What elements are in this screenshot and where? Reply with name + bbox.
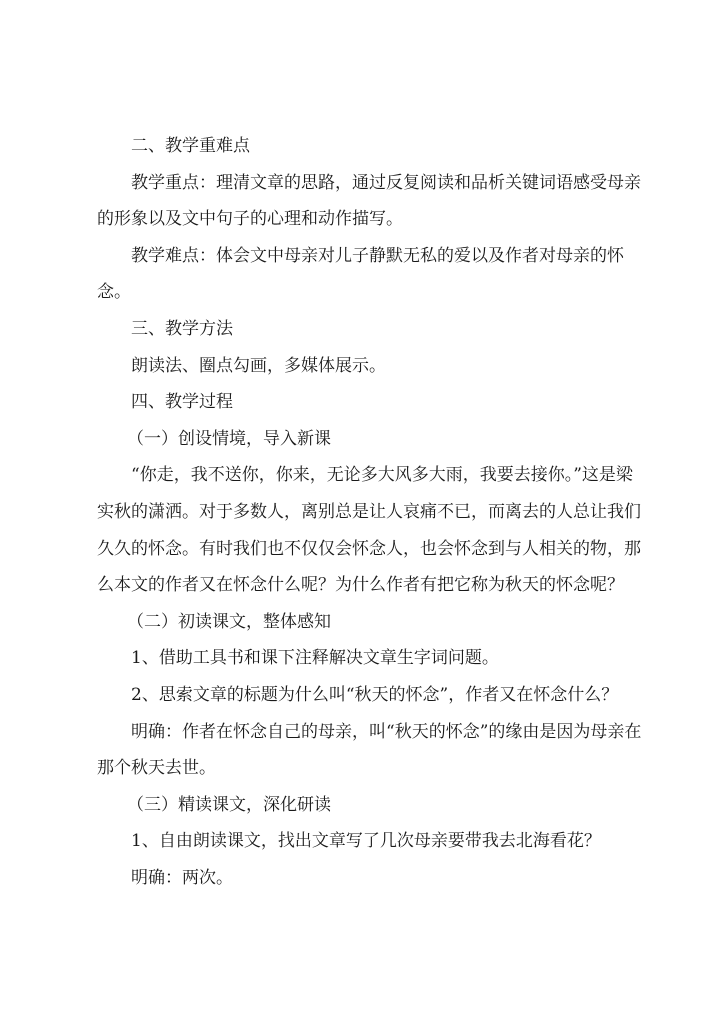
section-heading-3: 三、教学方法	[131, 318, 233, 339]
section-heading-2: 二、教学重难点	[131, 136, 250, 156]
difficult-point-paragraph: 教学难点：体会文中母亲对儿子静默无私的爱以及作者对母亲的怀念。	[97, 245, 624, 303]
step3-heading: （三）精读课文，深化研读	[127, 794, 331, 815]
step3-item-1: 1、自由朗读课文，找出文章写了几次母亲要带我去北海看花？	[131, 831, 601, 852]
step2-heading: （二）初读课文，整体感知	[127, 611, 331, 632]
step1-heading: （一）创设情境，导入新课	[127, 428, 331, 449]
step2-item-2: 2、思索文章的标题为什么叫“秋天的怀念”，作者又在怀念什么？	[131, 684, 619, 705]
step1-body-paragraph: “你走，我不送你，你来，无论多大风多大雨，我要去接你。”这是梁实秋的潇洒。对于多数人，离别总是让人哀痛不已，而离去的人总让我们久久的怀念。有时我们也不仅仅会怀念人，也会怀念到与人相关的物，那么本文的作者又在怀念什么呢？为什么作者有把它称为秋天的怀念呢？	[97, 465, 641, 596]
step2-item-1: 1、借助工具书和课下注释解决文章生字词问题。	[131, 648, 499, 669]
key-point-paragraph: 教学重点：理清文章的思路，通过反复阅读和品析关键词语感受母亲的形象以及文中句子的心理和动作描写。	[97, 172, 641, 230]
step2-answer: 明确：作者在怀念自己的母亲，叫“秋天的怀念”的缘由是因为母亲在那个秋天去世。	[97, 721, 642, 779]
section-heading-4: 四、教学过程	[131, 392, 233, 413]
document-body	[97, 128, 642, 896]
methods-paragraph: 朗读法、圈点勾画，多媒体展示。	[131, 355, 386, 376]
step3-answer: 明确：两次。	[131, 867, 233, 888]
